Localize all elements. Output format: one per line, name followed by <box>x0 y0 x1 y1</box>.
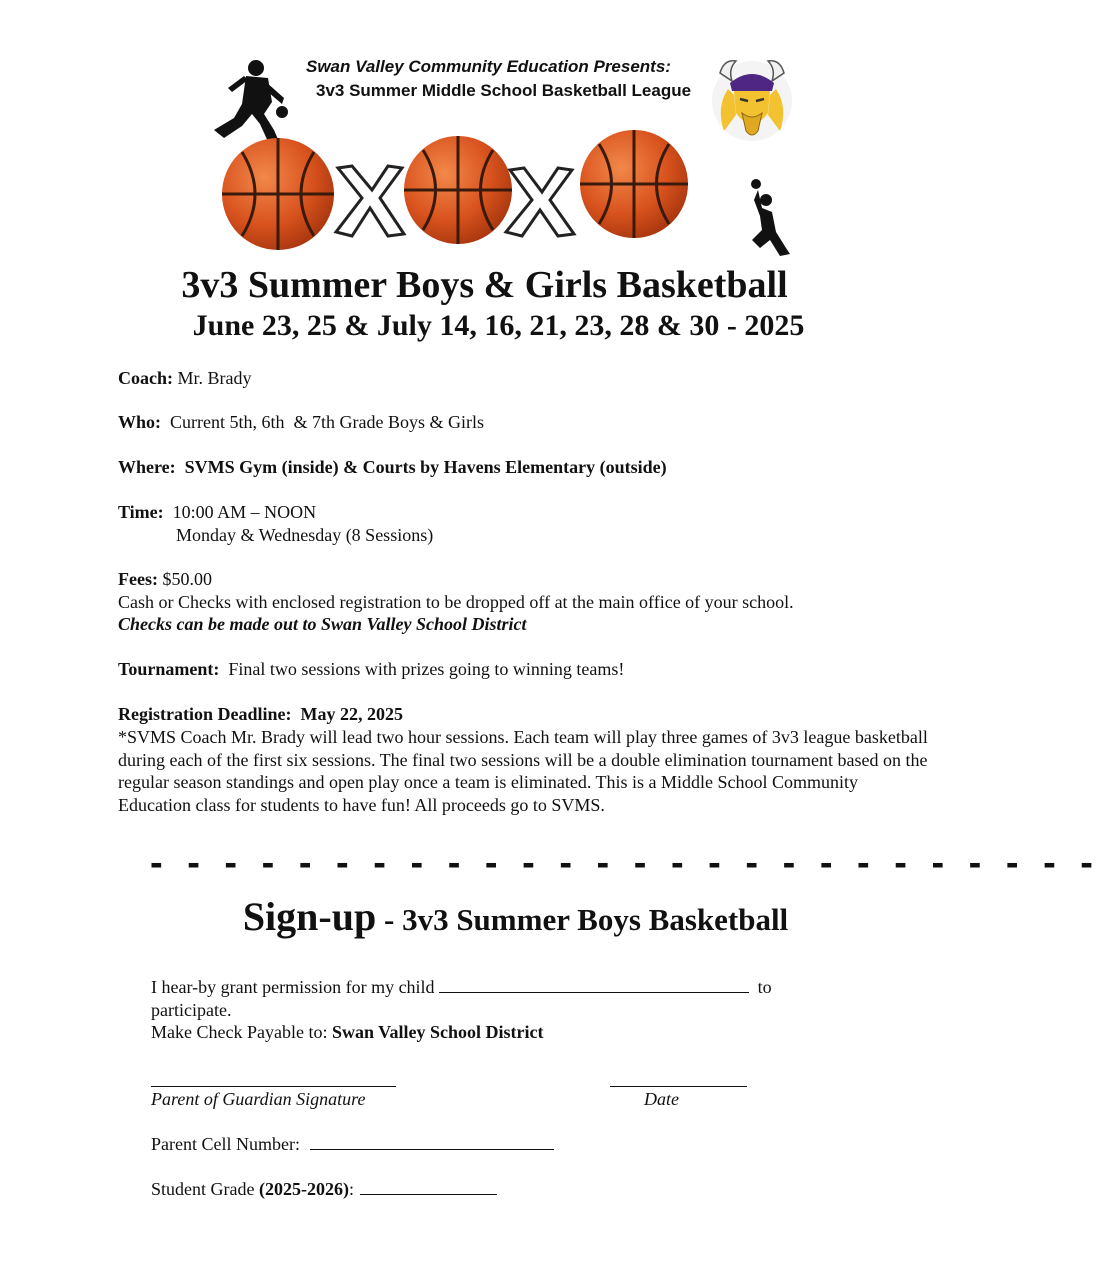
presenter-line: Swan Valley Community Education Presents: <box>306 57 671 76</box>
deadline-line <box>118 703 403 726</box>
fees-line <box>118 568 212 591</box>
cell-label: Parent Cell Number: <box>151 1134 300 1154</box>
x-letter-icon <box>506 168 574 236</box>
signup-heading <box>0 893 1031 940</box>
permission-continued: participate. <box>151 1000 232 1020</box>
tournament-label: Tournament: <box>118 659 220 679</box>
basketball-icon <box>580 130 688 238</box>
coach-line <box>118 367 252 390</box>
deadline-label: Registration Deadline: <box>118 704 292 724</box>
signup-heading-separator: - <box>376 902 403 937</box>
time-value: 10:00 AM – NOON <box>172 502 317 522</box>
checks-note: Checks can be made out to Swan Valley School District <box>118 614 527 634</box>
payable-to: Swan Valley School District <box>331 1022 544 1042</box>
payable-label: Make Check Payable to: <box>151 1022 328 1042</box>
student-grade-line <box>151 1178 497 1201</box>
where-line <box>118 456 667 479</box>
fees-value: $50.00 <box>162 569 212 589</box>
cell-number-field[interactable] <box>310 1134 554 1150</box>
permission-to: to <box>757 977 772 997</box>
signature-label: Parent of Guardian Signature <box>151 1089 366 1109</box>
permission-text: I hear-by grant permission for my child <box>151 977 435 997</box>
fees-note: Cash or Checks with enclosed registration to be dropped off at the main office of your school. <box>118 592 794 612</box>
signup-heading-sub: 3v3 Summer Boys Basketball <box>402 902 789 937</box>
payable-line <box>151 1021 543 1044</box>
x-letter-icon <box>336 166 404 236</box>
event-dates: June 23, 25 & July 14, 16, 21, 23, 28 & 30 - 2025 <box>192 309 805 342</box>
coach-label: Coach: <box>118 368 173 388</box>
page-title: 3v3 Summer Boys & Girls Basketball <box>181 264 788 306</box>
grade-label: Student Grade <box>151 1179 255 1199</box>
cut-line-divider: - - - - - - - - - - - - - - - - - - - - - - - - - - <box>150 842 1100 884</box>
time-label: Time: <box>118 502 164 522</box>
basketball-icon <box>404 136 512 244</box>
cell-number-line <box>151 1133 554 1156</box>
where-value: SVMS Gym (inside) & Courts by Havens Elementary (outside) <box>184 457 667 477</box>
where-label: Where: <box>118 457 176 477</box>
student-grade-field[interactable] <box>360 1179 497 1195</box>
deadline-value: May 22, 2025 <box>300 704 403 724</box>
viking-logo <box>710 55 794 145</box>
program-description: *SVMS Coach Mr. Brady will lead two hour sessions. Each team will play three games of 3v3 league basketball during each of the first six sessions. The final two sessions will be a double elimination tournament based on the regular season standings and open play once a team is eliminated. This is a Middle School Community Education class for students to have fun! All proceeds go to SVMS. <box>118 727 928 815</box>
date-field[interactable] <box>610 1086 747 1087</box>
basketball-icon <box>222 138 334 250</box>
time-line <box>118 501 316 524</box>
who-label: Who: <box>118 412 162 432</box>
grade-year: (2025-2026) <box>258 1179 349 1199</box>
signup-heading-main: Sign-up <box>242 894 377 939</box>
coach-value: Mr. Brady <box>177 368 252 388</box>
basketball-player-dunking-icon <box>746 178 794 258</box>
grade-colon: : <box>348 1179 354 1199</box>
tournament-line <box>118 658 624 681</box>
league-line: 3v3 Summer Middle School Basketball League <box>316 81 692 100</box>
time-days: Monday & Wednesday (8 Sessions) <box>176 525 434 545</box>
date-label: Date <box>644 1089 679 1109</box>
tournament-value: Final two sessions with prizes going to winning teams! <box>228 659 625 679</box>
child-name-field[interactable] <box>439 977 749 993</box>
basketballs-banner <box>220 128 700 252</box>
permission-line <box>151 976 772 999</box>
header-text <box>306 55 691 103</box>
who-value: Current 5th, 6th & 7th Grade Boys & Girls <box>170 412 484 432</box>
signature-field[interactable] <box>151 1086 396 1087</box>
fees-label: Fees: <box>118 569 158 589</box>
who-line <box>118 411 484 434</box>
